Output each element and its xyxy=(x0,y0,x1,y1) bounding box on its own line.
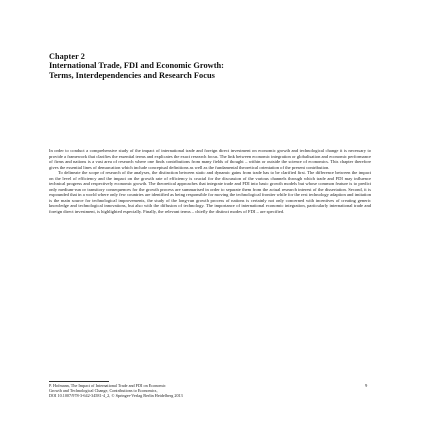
citation-line-3: DOI 10.1007/978-3-642-34581-4_2, © Springer-Verlag Berlin Heidelberg 2013 xyxy=(49,393,183,398)
chapter-label: Chapter 2 xyxy=(49,52,86,61)
body-text xyxy=(49,148,371,215)
citation-line-2: Growth and Technological Change, Contributions to Economics, xyxy=(49,388,158,393)
chapter-title xyxy=(49,61,379,81)
footnote-divider xyxy=(49,381,109,382)
chapter-title-line-1: International Trade, FDI and Economic Growth: xyxy=(49,61,224,70)
citation-line-1: P. Hofmann, The Impact of International Trade and FDI on Economic xyxy=(49,383,166,388)
citation-footer xyxy=(49,383,349,398)
paragraph-1: In order to conduct a comprehensive study of the impact of international trade and foreign direct investment on economic growth and technological change it is necessary to provide a framework that clarifies the essential terms and explicates the exact research focus. The link between economic integration or globalisation and economic performance of firms and nations is a vast area of research where one finds contributions from many fields of thought – within or outside the science of economics. This chapter therefore gives the essential lines of demarcation which include conceptual definitions as well as the fundamental theoretical orientation of the present contribution. xyxy=(49,148,371,170)
chapter-title-line-2: Terms, Interdependencies and Research Focus xyxy=(49,71,215,80)
paragraph-2: To delineate the scope of research of the analyses, the distinction between static and dynamic gains from trade has to be clarified first. The difference between the impact on the level of efficiency and the impact on the growth rate of efficiency is crucial for the discussion of the various channels through which trade and FDI may influence technical progress and respectively economic growth. The theoretical approaches that integrate trade and FDI into basic growth models but whose common feature is to predict only medium-run or transitory consequences for the growth process are summarised in order to separate them from the actual research interest of the dissertation. Second, it is expounded that in a world where only few countries are identified as being responsible for moving the technological frontier while for the rest technology adaption and imitation is the main source for technological improvements, the study of the long-run growth process of nations is certainly not only concerned with incentives of creating generic knowledge and technological innovations, but also with the diffusion of technology. The importance of international economic integration, particularly international trade and foreign direct investment, is highlighted especially. Finally, the relevant terms – chiefly the distinct modes of FDI – are specified. xyxy=(49,170,371,215)
page-number: 9 xyxy=(365,383,368,388)
